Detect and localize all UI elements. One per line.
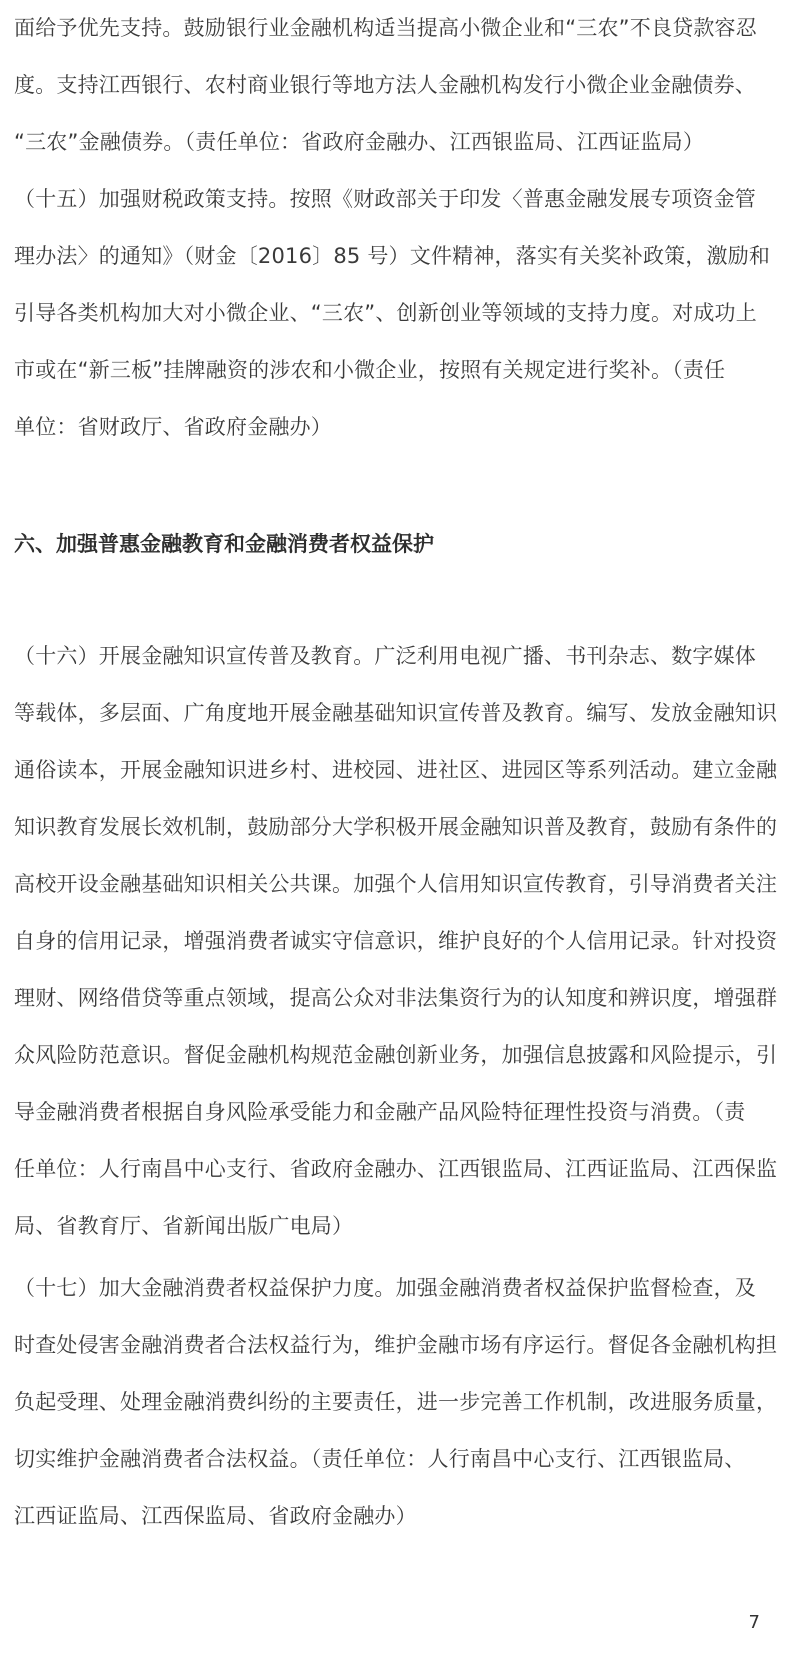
text-line: （十五）加强财税政策支持。按照《财政部关于印发〈普惠金融发展专项资金管 bbox=[14, 187, 756, 211]
text-line: （十六）开展金融知识宣传普及教育。广泛利用电视广播、书刊杂志、数字媒体 bbox=[14, 644, 756, 668]
paragraph-block-sixteen bbox=[14, 628, 786, 1255]
text-line: 知识教育发展长效机制，鼓励部分大学积极开展金融知识普及教育，鼓励有条件的 bbox=[14, 815, 778, 839]
text-line: 面给予优先支持。鼓励银行业金融机构适当提高小微企业和“三农”不良贷款容忍 bbox=[14, 16, 757, 40]
text-line: 理办法〉的通知》（财金〔2016〕85 号）文件精神，落实有关奖补政策，激励和 bbox=[14, 244, 771, 268]
text-line: 单位：省财政厅、省政府金融办） bbox=[14, 415, 332, 439]
paragraph-block-seventeen bbox=[14, 1260, 786, 1545]
text-line: 任单位：人行南昌中心支行、省政府金融办、江西银监局、江西证监局、江西保监 bbox=[14, 1157, 778, 1181]
text-line: “三农”金融债券。（责任单位：省政府金融办、江西银监局、江西证监局） bbox=[14, 130, 705, 154]
text-line: 导金融消费者根据自身风险承受能力和金融产品风险特征理性投资与消费。（责 bbox=[14, 1100, 746, 1124]
text-line: 市或在“新三板”挂牌融资的涉农和小微企业，按照有关规定进行奖补。（责任 bbox=[14, 358, 726, 382]
text-line: 通俗读本，开展金融知识进乡村、进校园、进社区、进园区等系列活动。建立金融 bbox=[14, 758, 778, 782]
text-line: 众风险防范意识。督促金融机构规范金融创新业务，加强信息披露和风险提示，引 bbox=[14, 1043, 778, 1067]
text-line: 高校开设金融基础知识相关公共课。加强个人信用知识宣传教育，引导消费者关注 bbox=[14, 872, 778, 896]
text-line: 引导各类机构加大对小微企业、“三农”、创新创业等领域的支持力度。对成功上 bbox=[14, 301, 757, 325]
text-line: 切实维护金融消费者合法权益。（责任单位：人行南昌中心支行、江西银监局、 bbox=[14, 1447, 746, 1471]
text-line: 理财、网络借贷等重点领域，提高公众对非法集资行为的认知度和辨识度，增强群 bbox=[14, 986, 778, 1010]
text-line: 等载体，多层面、广角度地开展金融基础知识宣传普及教育。编写、发放金融知识 bbox=[14, 701, 778, 725]
text-line: 江西证监局、江西保监局、省政府金融办） bbox=[14, 1504, 417, 1528]
text-line: 度。支持江西银行、农村商业银行等地方法人金融机构发行小微企业金融债券、 bbox=[14, 73, 756, 97]
text-line: 时查处侵害金融消费者合法权益行为，维护金融市场有序运行。督促各金融机构担 bbox=[14, 1333, 778, 1357]
page-number: 7 bbox=[748, 1612, 760, 1633]
paragraph-block-fifteen bbox=[14, 0, 786, 456]
text-line: 局、省教育厅、省新闻出版广电局） bbox=[14, 1214, 354, 1238]
text-line: （十七）加大金融消费者权益保护力度。加强金融消费者权益保护监督检查，及 bbox=[14, 1276, 756, 1300]
text-line: 自身的信用记录，增强消费者诚实守信意识，维护良好的个人信用记录。针对投资 bbox=[14, 929, 778, 953]
text-line: 负起受理、处理金融消费纠纷的主要责任，进一步完善工作机制，改进服务质量， bbox=[14, 1390, 778, 1414]
section-heading: 六、加强普惠金融教育和金融消费者权益保护 bbox=[14, 532, 434, 556]
